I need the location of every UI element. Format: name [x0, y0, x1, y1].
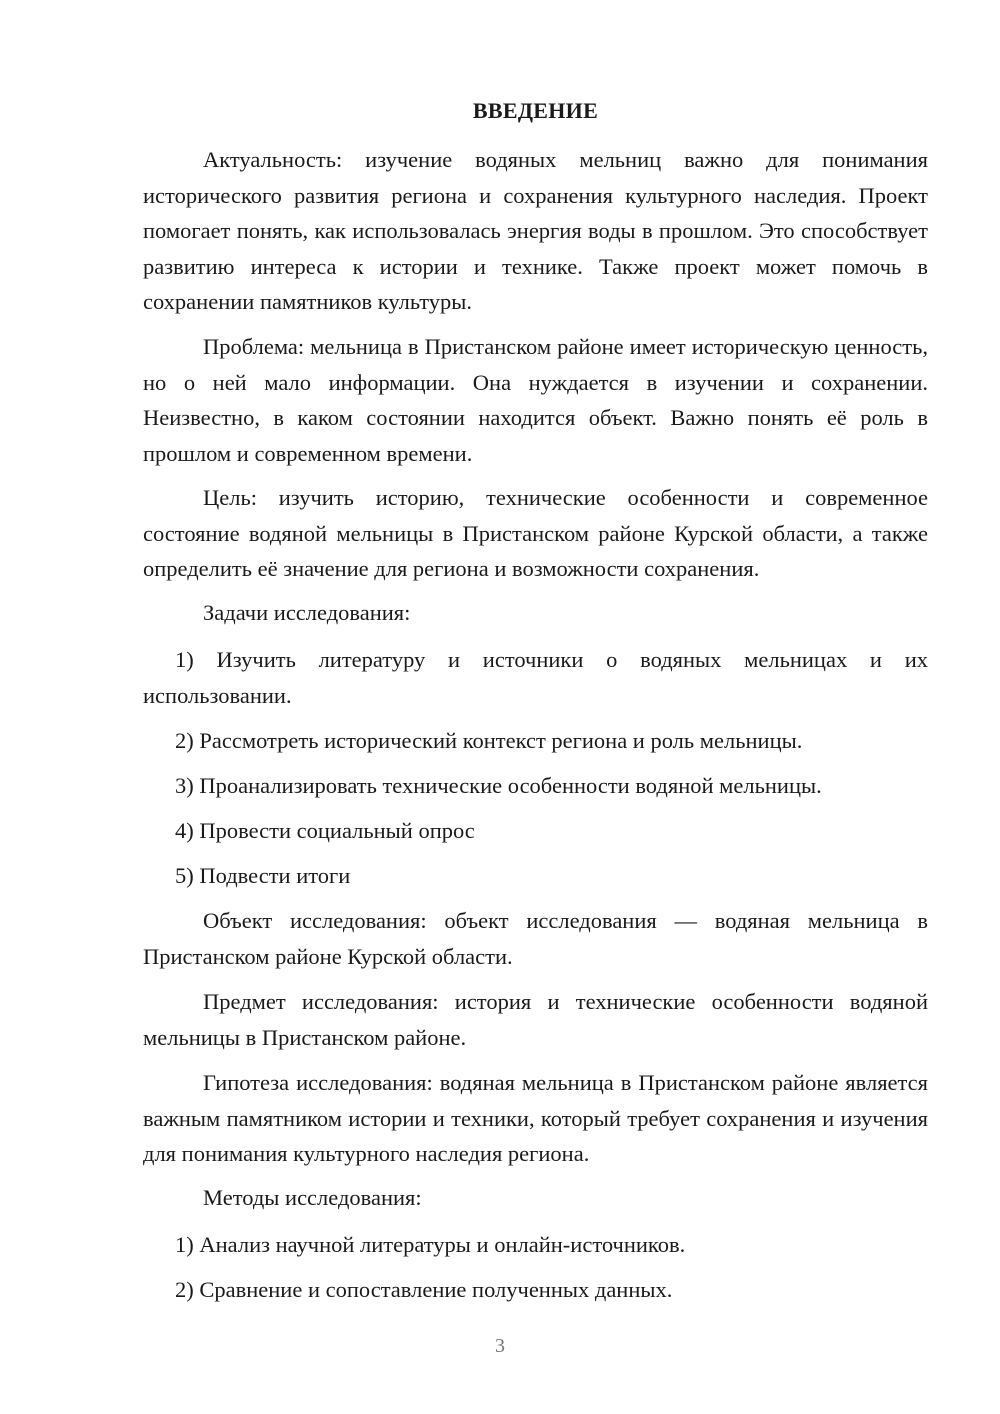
method-item-2: 2) Сравнение и сопоставление полученных данных.: [175, 1277, 673, 1302]
subject-paragraph: Предмет исследования: история и технические особенности водяной мельницы в Пристанском районе.: [143, 989, 928, 1050]
goal-paragraph: Цель: изучить историю, технические особенности и современное состояние водяной мельницы в Пристанском районе Курской области, а также определить её значение для региона и возможности сохранения.: [143, 485, 928, 581]
tasks-heading: Задачи исследования:: [203, 600, 411, 625]
task-item-3: 3) Проанализировать технические особенности водяной мельницы.: [175, 773, 822, 798]
problem-paragraph: Проблема: мельница в Пристанском районе имеет историческую ценность, но о ней мало информации. Она нуждается в изучении и сохранении. Неизвестно, в каком состоянии находится объект. Важно понять её роль в прошлом и современном времени.: [143, 334, 928, 466]
task-item-1: 1) Изучить литературу и источники о водяных мельницах и их использовании.: [143, 647, 928, 708]
method-item-1: 1) Анализ научной литературы и онлайн-источников.: [175, 1232, 686, 1257]
relevance-paragraph: Актуальность: изучение водяных мельниц важно для понимания исторического развития региона и сохранения культурного наследия. Проект помогает понять, как использовалась энергия воды в прошлом. Это способствует развитию интереса к истории и технике. Также проект может помочь в сохранении памятников культуры.: [143, 147, 928, 314]
page-number: 3: [495, 1335, 505, 1357]
task-item-2: 2) Рассмотреть исторический контекст региона и роль мельницы.: [175, 728, 803, 753]
page-title: ВВЕДЕНИЕ: [472, 98, 599, 123]
hypothesis-paragraph: Гипотеза исследования: водяная мельница в Пристанском районе является важным памятником истории и техники, который требует сохранения и изучения для понимания культурного наследия региона.: [143, 1070, 928, 1166]
object-paragraph: Объект исследования: объект исследования — водяная мельница в Пристанском районе Курской области.: [143, 908, 928, 969]
methods-heading: Методы исследования:: [203, 1185, 422, 1210]
task-item-4: 4) Провести социальный опрос: [175, 818, 475, 843]
task-item-5: 5) Подвести итоги: [175, 863, 351, 888]
